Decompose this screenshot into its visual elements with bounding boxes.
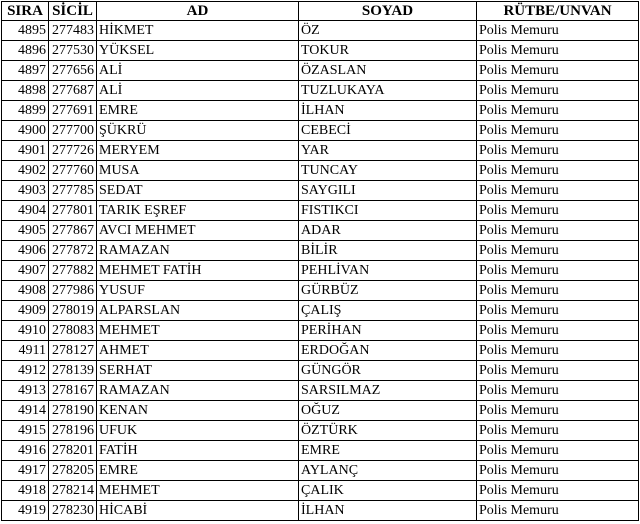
cell-rutbe: Polis Memuru [477,381,639,401]
cell-ad: MUSA [97,161,299,181]
cell-rutbe: Polis Memuru [477,321,639,341]
cell-sira: 4906 [2,241,49,261]
cell-sicil: 278127 [49,341,97,361]
cell-soyad: CEBECİ [299,121,477,141]
cell-sicil: 277872 [49,241,97,261]
cell-ad: AVCI MEHMET [97,221,299,241]
cell-sira: 4911 [2,341,49,361]
cell-rutbe: Polis Memuru [477,201,639,221]
table-row [2,481,639,501]
cell-sicil: 277691 [49,101,97,121]
cell-soyad: TOKUR [299,41,477,61]
cell-sira: 4912 [2,361,49,381]
table-row [2,341,639,361]
cell-ad: SEDAT [97,181,299,201]
cell-sira: 4916 [2,441,49,461]
cell-ad: EMRE [97,461,299,481]
table-header-row [2,2,639,21]
table-row [2,101,639,121]
cell-ad: SERHAT [97,361,299,381]
cell-sira: 4897 [2,61,49,81]
cell-sicil: 277867 [49,221,97,241]
cell-rutbe: Polis Memuru [477,241,639,261]
cell-rutbe: Polis Memuru [477,401,639,421]
table-body [2,21,639,521]
cell-soyad: SARSILMAZ [299,381,477,401]
table-row [2,181,639,201]
cell-sira: 4918 [2,481,49,501]
table-row [2,321,639,341]
table-row [2,261,639,281]
table-row [2,441,639,461]
cell-ad: RAMAZAN [97,381,299,401]
table-row [2,81,639,101]
table-row [2,281,639,301]
cell-sicil: 277986 [49,281,97,301]
cell-ad: TARIK EŞREF [97,201,299,221]
cell-soyad: YAR [299,141,477,161]
cell-sira: 4914 [2,401,49,421]
cell-rutbe: Polis Memuru [477,301,639,321]
header-rutbe: RÜTBE/UNVAN [477,2,639,21]
table-row [2,41,639,61]
cell-sira: 4903 [2,181,49,201]
cell-ad: YUSUF [97,281,299,301]
cell-soyad: TUZLUKAYA [299,81,477,101]
table-row [2,241,639,261]
cell-sira: 4910 [2,321,49,341]
cell-soyad: ERDOĞAN [299,341,477,361]
cell-ad: RAMAZAN [97,241,299,261]
cell-rutbe: Polis Memuru [477,21,639,41]
cell-soyad: GÜRBÜZ [299,281,477,301]
cell-sicil: 278139 [49,361,97,381]
table-row [2,141,639,161]
cell-ad: HİCABİ [97,501,299,521]
cell-ad: FATİH [97,441,299,461]
cell-rutbe: Polis Memuru [477,121,639,141]
table-row [2,221,639,241]
cell-soyad: ÇALIŞ [299,301,477,321]
cell-soyad: ADAR [299,221,477,241]
header-soyad: SOYAD [299,2,477,21]
table-row [2,401,639,421]
cell-sicil: 278214 [49,481,97,501]
cell-ad: ALİ [97,81,299,101]
cell-soyad: ÖZTÜRK [299,421,477,441]
cell-ad: YÜKSEL [97,41,299,61]
cell-rutbe: Polis Memuru [477,261,639,281]
cell-rutbe: Polis Memuru [477,421,639,441]
cell-rutbe: Polis Memuru [477,221,639,241]
cell-ad: MEHMET [97,321,299,341]
cell-sicil: 278190 [49,401,97,421]
cell-soyad: TUNCAY [299,161,477,181]
cell-sicil: 278019 [49,301,97,321]
table-row [2,161,639,181]
cell-soyad: EMRE [299,441,477,461]
cell-sicil: 277760 [49,161,97,181]
header-ad: AD [97,2,299,21]
cell-rutbe: Polis Memuru [477,81,639,101]
table-row [2,421,639,441]
cell-sira: 4917 [2,461,49,481]
table-row [2,21,639,41]
cell-ad: HİKMET [97,21,299,41]
cell-rutbe: Polis Memuru [477,361,639,381]
cell-sicil: 278196 [49,421,97,441]
cell-sicil: 278230 [49,501,97,521]
cell-ad: ŞÜKRÜ [97,121,299,141]
cell-sira: 4908 [2,281,49,301]
cell-rutbe: Polis Memuru [477,101,639,121]
header-sicil: SİCİL [49,2,97,21]
cell-soyad: PEHLİVAN [299,261,477,281]
cell-soyad: GÜNGÖR [299,361,477,381]
cell-soyad: ÇALIK [299,481,477,501]
cell-ad: ALİ [97,61,299,81]
cell-ad: AHMET [97,341,299,361]
cell-rutbe: Polis Memuru [477,161,639,181]
cell-soyad: ÖZASLAN [299,61,477,81]
cell-sicil: 278201 [49,441,97,461]
cell-rutbe: Polis Memuru [477,61,639,81]
cell-soyad: OĞUZ [299,401,477,421]
cell-rutbe: Polis Memuru [477,341,639,361]
cell-sicil: 277483 [49,21,97,41]
cell-ad: EMRE [97,101,299,121]
cell-sira: 4898 [2,81,49,101]
cell-soyad: FISTIKCI [299,201,477,221]
table-row [2,501,639,521]
cell-rutbe: Polis Memuru [477,441,639,461]
cell-sira: 4909 [2,301,49,321]
cell-sira: 4913 [2,381,49,401]
cell-ad: KENAN [97,401,299,421]
cell-sira: 4907 [2,261,49,281]
personnel-table [1,1,639,521]
table-row [2,361,639,381]
cell-rutbe: Polis Memuru [477,461,639,481]
cell-rutbe: Polis Memuru [477,141,639,161]
cell-sicil: 277882 [49,261,97,281]
cell-sira: 4896 [2,41,49,61]
header-sira: SIRA [2,2,49,21]
cell-rutbe: Polis Memuru [477,481,639,501]
cell-soyad: ÖZ [299,21,477,41]
cell-soyad: PERİHAN [299,321,477,341]
cell-sicil: 277656 [49,61,97,81]
cell-sicil: 278167 [49,381,97,401]
cell-sira: 4905 [2,221,49,241]
cell-ad: MEHMET [97,481,299,501]
cell-sira: 4915 [2,421,49,441]
cell-rutbe: Polis Memuru [477,501,639,521]
cell-soyad: SAYGILI [299,181,477,201]
cell-sicil: 278205 [49,461,97,481]
cell-sicil: 277687 [49,81,97,101]
cell-ad: UFUK [97,421,299,441]
cell-sicil: 277785 [49,181,97,201]
cell-soyad: AYLANÇ [299,461,477,481]
table-row [2,381,639,401]
cell-sicil: 277700 [49,121,97,141]
cell-soyad: BİLİR [299,241,477,261]
cell-sira: 4901 [2,141,49,161]
cell-sira: 4919 [2,501,49,521]
cell-ad: MERYEM [97,141,299,161]
cell-sira: 4904 [2,201,49,221]
cell-soyad: İLHAN [299,101,477,121]
cell-rutbe: Polis Memuru [477,181,639,201]
cell-sira: 4899 [2,101,49,121]
cell-sicil: 277801 [49,201,97,221]
cell-sicil: 277530 [49,41,97,61]
cell-sicil: 277726 [49,141,97,161]
cell-sira: 4900 [2,121,49,141]
cell-rutbe: Polis Memuru [477,41,639,61]
table-row [2,201,639,221]
cell-ad: MEHMET FATİH [97,261,299,281]
cell-sicil: 278083 [49,321,97,341]
table-row [2,61,639,81]
cell-soyad: İLHAN [299,501,477,521]
cell-sira: 4902 [2,161,49,181]
cell-ad: ALPARSLAN [97,301,299,321]
table-row [2,461,639,481]
table-row [2,121,639,141]
cell-sira: 4895 [2,21,49,41]
cell-rutbe: Polis Memuru [477,281,639,301]
table-row [2,301,639,321]
